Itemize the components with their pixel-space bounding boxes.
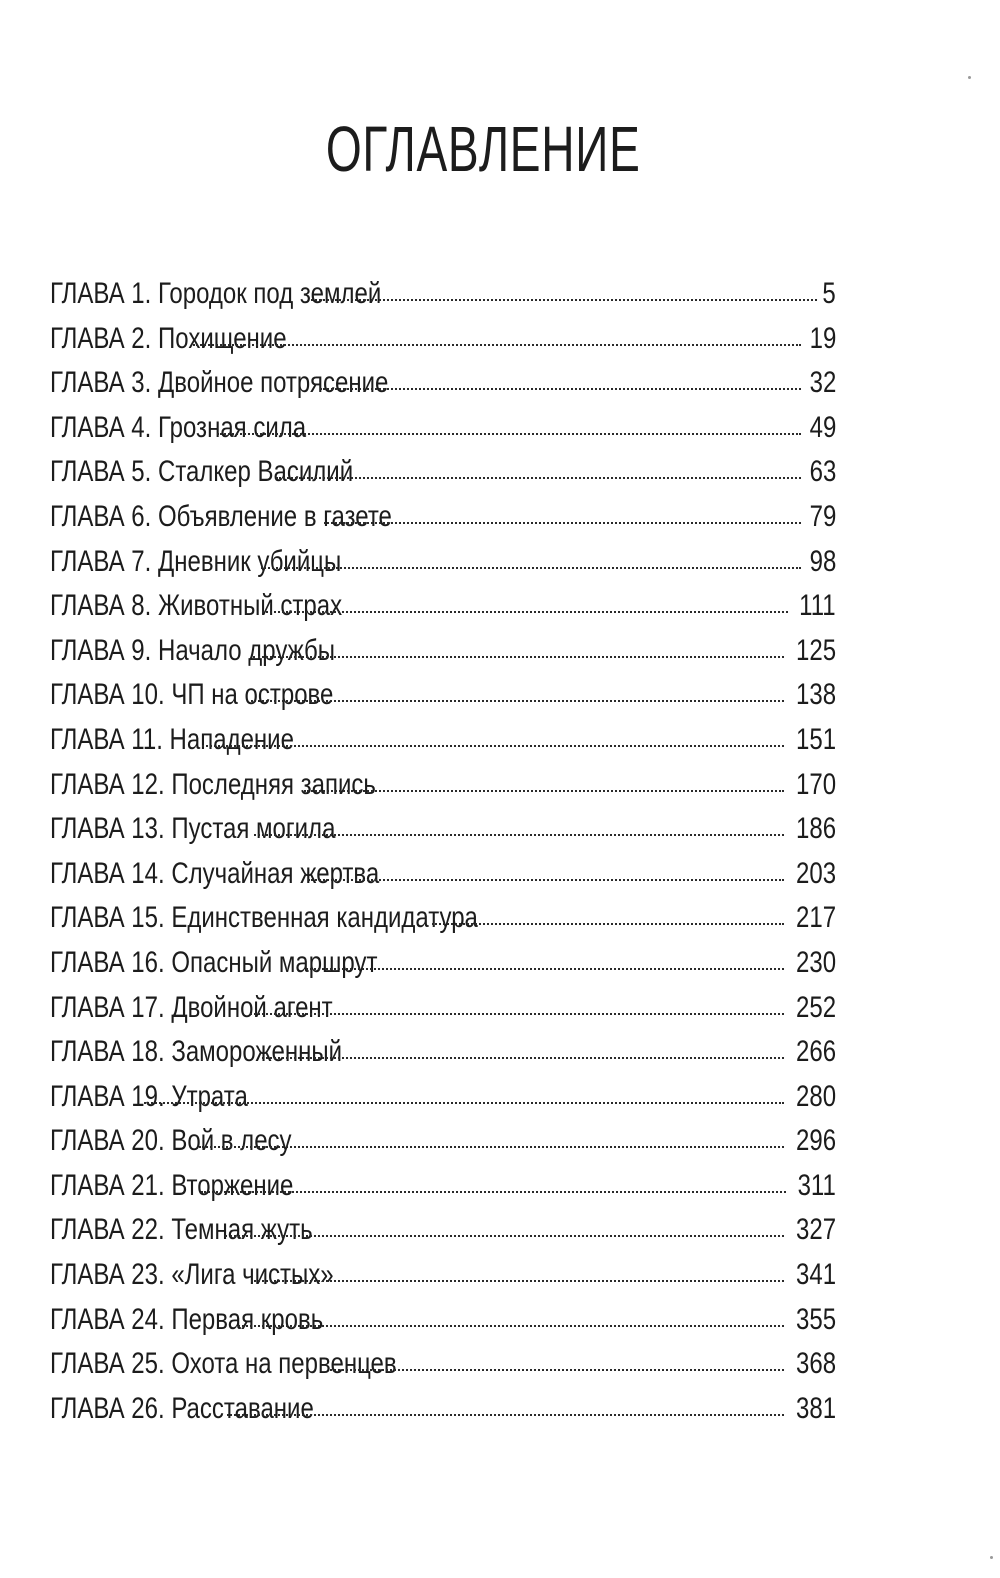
chapter-number: ГЛАВА 5. <box>50 455 152 489</box>
dot-leader <box>324 522 800 524</box>
toc-entry-17 <box>50 986 836 1031</box>
toc-entry-text <box>50 673 333 718</box>
chapter-number: ГЛАВА 14. <box>50 856 165 890</box>
toc-entry-14 <box>50 852 836 897</box>
chapter-title: Единственная кандидатура <box>171 901 478 935</box>
toc-entry-5 <box>50 450 836 495</box>
chapter-title: Вой в лесу <box>171 1124 292 1158</box>
page-number: 170 <box>795 767 836 801</box>
chapter-title: Сталкер Василий <box>157 455 354 489</box>
chapter-number: ГЛАВА 13. <box>50 812 165 846</box>
toc-entry-text <box>50 272 381 317</box>
page-number: 368 <box>795 1347 836 1381</box>
toc-entry-6 <box>50 495 836 540</box>
toc-entry-text <box>50 1030 342 1075</box>
chapter-number: ГЛАВА 9. <box>50 633 152 667</box>
chapter-title: Городок под землей <box>157 277 382 310</box>
chapter-number: ГЛАВА 6. <box>50 499 152 533</box>
chapter-number: ГЛАВА 2. <box>50 321 152 355</box>
chapter-title: Грозная сила <box>157 410 307 444</box>
chapter-title: Случайная жертва <box>171 856 380 890</box>
toc-entry-23 <box>50 1253 836 1298</box>
dot-leader <box>251 1280 784 1282</box>
page-number: 381 <box>795 1391 836 1425</box>
toc-entry-3 <box>50 361 836 406</box>
toc-entry-8 <box>50 584 836 629</box>
chapter-number: ГЛАВА 19. <box>50 1079 165 1113</box>
dot-leader <box>432 923 784 925</box>
page-title: ОГЛАВЛЕНИЕ <box>325 113 641 185</box>
toc-entry-26 <box>50 1387 836 1432</box>
dot-leader <box>202 745 784 747</box>
page-number: 296 <box>795 1124 836 1158</box>
toc-entry-13 <box>50 807 836 852</box>
dot-leader <box>144 1102 784 1104</box>
toc-entry-text <box>50 540 341 585</box>
chapter-title: Начало дружбы <box>157 633 335 667</box>
chapter-number: ГЛАВА 15. <box>50 901 165 935</box>
chapter-number: ГЛАВА 8. <box>50 589 152 623</box>
toc-entry-16 <box>50 941 836 986</box>
toc-entry-10 <box>50 673 836 718</box>
toc-entry-text <box>50 896 478 941</box>
dot-leader <box>250 1013 784 1015</box>
page-number: 327 <box>795 1213 836 1247</box>
page-number: 266 <box>795 1035 836 1069</box>
dot-leader <box>217 433 801 435</box>
toc-entry-text <box>50 1119 292 1164</box>
dot-leader <box>276 477 801 479</box>
dot-leader <box>227 1414 784 1416</box>
toc-entry-text <box>50 450 353 495</box>
chapter-number: ГЛАВА 23. <box>50 1258 165 1292</box>
chapter-number: ГЛАВА 17. <box>50 990 165 1024</box>
toc-entry-text <box>50 317 287 362</box>
chapter-title: Опасный маршрут <box>171 945 378 979</box>
page-number: 98 <box>809 544 836 578</box>
chapter-title: Расставание <box>171 1391 314 1425</box>
scan-speck <box>968 76 971 79</box>
dot-leader <box>320 388 801 390</box>
page-number: 252 <box>795 990 836 1024</box>
page-number: 217 <box>795 901 836 935</box>
chapter-number: ГЛАВА 1. <box>50 277 152 310</box>
chapter-title: Двойной агент <box>171 990 333 1024</box>
chapter-number: ГЛАВА 20. <box>50 1124 165 1158</box>
page-number: 311 <box>797 1168 836 1202</box>
page-number: 32 <box>809 366 836 400</box>
chapter-title: Двойное потрясение <box>157 366 389 400</box>
dot-leader <box>225 1235 784 1237</box>
chapter-title: Пустая могила <box>171 812 336 846</box>
dot-leader <box>308 879 784 881</box>
dot-leader <box>306 968 784 970</box>
toc-entry-text <box>50 629 335 674</box>
page-number: 280 <box>795 1079 836 1113</box>
page-number: 341 <box>795 1258 836 1292</box>
toc-entry-text <box>50 807 335 852</box>
toc-entry-text <box>50 1164 293 1209</box>
toc-entry-12 <box>50 763 836 808</box>
chapter-number: ГЛАВА 26. <box>50 1391 165 1425</box>
dot-leader <box>262 1057 784 1059</box>
toc-entry-text <box>50 361 388 406</box>
page-number: 186 <box>795 812 836 846</box>
toc-entry-text <box>50 1253 334 1298</box>
toc-entry-text <box>50 1208 313 1253</box>
dot-leader <box>238 1325 784 1327</box>
chapter-title: Темная жуть <box>171 1213 313 1247</box>
chapter-title: Замороженный <box>171 1035 343 1069</box>
toc-entry-text <box>50 986 333 1031</box>
chapter-title: Первая кровь <box>171 1302 324 1336</box>
toc-entry-20 <box>50 1119 836 1164</box>
dot-leader <box>201 1191 786 1193</box>
page-number: 5 <box>822 277 836 310</box>
page-number: 230 <box>795 945 836 979</box>
toc-entry-text <box>50 718 294 763</box>
page-number: 19 <box>809 321 836 355</box>
chapter-number: ГЛАВА 22. <box>50 1213 165 1247</box>
page-number: 63 <box>809 455 836 489</box>
toc-entry-text <box>50 852 379 897</box>
page-number: 203 <box>795 856 836 890</box>
toc-entry-2 <box>50 317 836 362</box>
page-number: 49 <box>809 410 836 444</box>
dot-leader <box>251 700 784 702</box>
toc-entry-9 <box>50 629 836 674</box>
dot-leader <box>261 567 801 569</box>
chapter-number: ГЛАВА 24. <box>50 1302 165 1336</box>
page-number: 138 <box>795 678 836 712</box>
toc-entry-text <box>50 763 376 808</box>
toc-entry-24 <box>50 1298 836 1343</box>
scan-speck <box>990 1556 993 1559</box>
page-number: 79 <box>809 499 836 533</box>
toc-entry-text <box>50 1075 248 1120</box>
chapter-number: ГЛАВА 11. <box>50 722 163 756</box>
toc-entry-21 <box>50 1164 836 1209</box>
dot-leader <box>253 656 784 658</box>
toc-entry-1 <box>50 272 836 317</box>
chapter-number: ГЛАВА 21. <box>50 1168 165 1202</box>
chapter-title: Охота на первенцев <box>171 1347 397 1381</box>
toc-entry-18 <box>50 1030 836 1075</box>
toc-entry-text <box>50 1342 397 1387</box>
chapter-number: ГЛАВА 12. <box>50 767 165 801</box>
toc-entry-25 <box>50 1342 836 1387</box>
toc-entry-text <box>50 1298 323 1343</box>
dot-leader <box>304 790 784 792</box>
chapter-number: ГЛАВА 18. <box>50 1035 165 1069</box>
chapter-number: ГЛАВА 3. <box>50 366 152 400</box>
toc-entry-11 <box>50 718 836 763</box>
chapter-title: «Лига чистых» <box>171 1258 334 1292</box>
chapter-number: ГЛАВА 10. <box>50 678 165 712</box>
toc-entry-text <box>50 495 392 540</box>
chapter-number: ГЛАВА 25. <box>50 1347 165 1381</box>
page-number: 111 <box>799 589 836 623</box>
toc-entry-text <box>50 406 306 451</box>
chapter-title: Похищение <box>157 321 287 355</box>
chapter-title: Нападение <box>169 722 294 756</box>
dot-leader <box>254 834 784 836</box>
toc-entry-text <box>50 1387 314 1432</box>
page-number: 125 <box>795 633 836 667</box>
chapter-title: Вторжение <box>171 1168 294 1202</box>
chapter-number: ГЛАВА 7. <box>50 544 152 578</box>
page-number: 355 <box>795 1302 836 1336</box>
chapter-title: Последняя запись <box>171 767 376 801</box>
page-number: 151 <box>795 722 836 756</box>
toc-entry-4 <box>50 406 836 451</box>
dot-leader <box>193 344 801 346</box>
dot-leader <box>262 611 788 613</box>
chapter-title: Утрата <box>171 1079 248 1113</box>
chapter-number: ГЛАВА 4. <box>50 410 152 444</box>
dot-leader <box>199 1146 784 1148</box>
dot-leader <box>311 299 817 301</box>
chapter-title: Животный страх <box>157 589 343 623</box>
toc-entry-text <box>50 941 377 986</box>
chapter-number: ГЛАВА 16. <box>50 945 165 979</box>
chapter-title: ЧП на острове <box>171 678 334 712</box>
chapter-title: Объявление в газете <box>157 499 392 533</box>
toc-entry-22 <box>50 1208 836 1253</box>
toc-entry-19 <box>50 1075 836 1120</box>
toc-entry-15 <box>50 896 836 941</box>
chapter-title: Дневник убийцы <box>157 544 342 578</box>
toc-entry-text <box>50 584 342 629</box>
dot-leader <box>330 1369 784 1371</box>
toc-entry-7 <box>50 540 836 585</box>
table-of-contents <box>50 272 836 1431</box>
